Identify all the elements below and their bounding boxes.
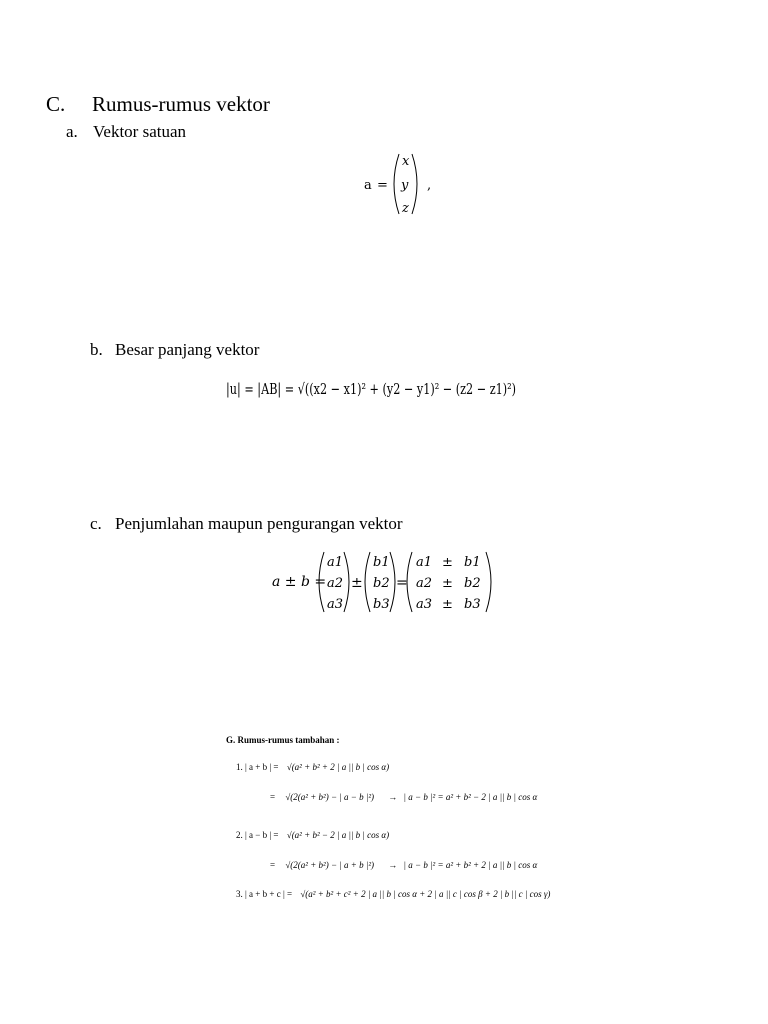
result-r2-b: b2 (464, 576, 481, 591)
vector-entry-x: x (402, 154, 410, 169)
extra-title: G. Rumus-rumus tambahan : (226, 735, 340, 745)
item-c (90, 514, 403, 534)
col1-entry-1: a1 (327, 555, 344, 570)
vector-entry-y: y (401, 178, 409, 193)
col2-entry-1: b1 (373, 555, 390, 570)
extra-line-2-rhs: √(2(a² + b²) − | a − b |²) (285, 792, 375, 802)
extra-line-1-num: 1. (236, 762, 243, 772)
section-title: Rumus-rumus vektor (92, 92, 270, 116)
extra-line-1-lhs: | a + b | = (245, 762, 279, 772)
item-c-marker: c. (90, 514, 102, 533)
extra-line-4-note: | a − b |² = a² + b² + 2 | a || b | cos α (403, 860, 538, 870)
result-r2-a: a2 (416, 576, 433, 591)
extra-line-5 (236, 889, 550, 899)
extra-line-2 (270, 792, 537, 802)
extra-line-3-num: 2. (236, 830, 243, 840)
item-b (90, 340, 259, 360)
extra-line-5-lhs: | a + b + c | = (245, 889, 293, 899)
formula-b-text: |u| = |AB| = √((x2 − x1)² + (y2 − y1)² − (z2 − z1)²) (226, 380, 516, 398)
col1-entry-2: a2 (327, 576, 344, 591)
formula-c-lhs: a ± b = (272, 574, 327, 590)
col2-entry-2: b2 (373, 576, 390, 591)
vector-entry-z: z (402, 201, 409, 216)
item-a-marker: a. (66, 122, 78, 141)
extra-line-4-rhs: √(2(a² + b²) − | a + b |²) (285, 860, 375, 870)
extra-line-5-rhs: √(a² + b² + c² + 2 | a || b | cos α + 2 | a || c | cos β + 2 | b || c | cos γ) (300, 889, 551, 899)
extra-line-3-lhs: | a − b | = (245, 830, 279, 840)
item-b-label: Besar panjang vektor (115, 340, 260, 359)
item-c-label: Penjumlahan maupun pengurangan vektor (115, 514, 403, 533)
formula-vector-sum (270, 548, 500, 616)
extra-line-1-rhs: √(a² + b² + 2 | a || b | cos α) (286, 762, 390, 772)
col1-right-paren (344, 552, 349, 612)
extra-line-3 (236, 830, 389, 840)
result-r2-op: ± (442, 576, 453, 591)
col2-right-paren (390, 552, 395, 612)
col2-entry-3: b3 (373, 597, 390, 612)
formula-a-trail: , (427, 178, 432, 193)
formula-unit-vector (355, 148, 435, 220)
result-left-paren (407, 552, 412, 612)
result-r3-b: b3 (464, 597, 481, 612)
extra-line-4-lhs: = (270, 860, 276, 870)
extra-line-2-note: | a − b |² = a² + b² − 2 | a || b | cos α (403, 792, 538, 802)
result-r3-a: a3 (416, 597, 433, 612)
arrow-icon: → (388, 860, 398, 870)
result-r1-b: b1 (464, 555, 481, 570)
col2-left-paren (365, 552, 370, 612)
col1-entry-3: a3 (327, 597, 344, 612)
result-r1-op: ± (442, 555, 453, 570)
extra-line-5-num: 3. (236, 889, 243, 899)
section-letter: C. (46, 92, 66, 116)
extra-line-3-rhs: √(a² + b² − 2 | a || b | cos α) (286, 830, 390, 840)
item-a (66, 122, 186, 142)
formula-c-op: ± (351, 575, 363, 591)
item-b-marker: b. (90, 340, 103, 359)
section-heading (46, 92, 270, 117)
left-paren (394, 154, 399, 214)
formula-a-eq: = (377, 178, 388, 193)
formula-vector-length (224, 370, 520, 406)
right-paren (412, 154, 417, 214)
arrow-icon: → (388, 792, 398, 802)
result-r1-a: a1 (416, 555, 433, 570)
result-r3-op: ± (442, 597, 453, 612)
item-a-label: Vektor satuan (93, 122, 187, 141)
formula-c-eq: = (396, 575, 408, 591)
formula-a-lhs: a (364, 178, 372, 193)
result-right-paren (486, 552, 491, 612)
extra-line-1 (236, 762, 389, 772)
extra-line-4 (270, 860, 537, 870)
extra-line-2-lhs: = (270, 792, 276, 802)
